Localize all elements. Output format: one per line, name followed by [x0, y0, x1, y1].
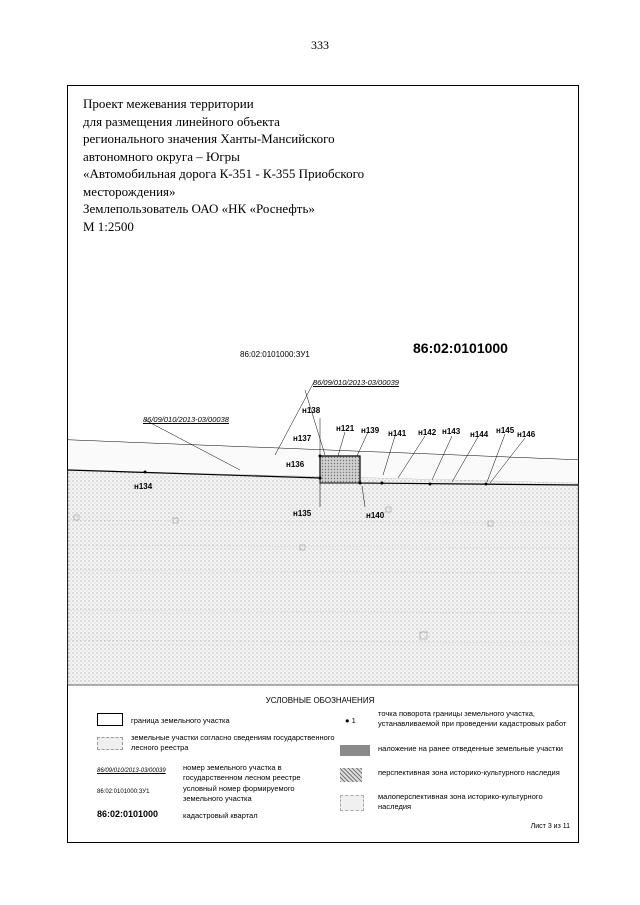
point-label: н121	[336, 424, 355, 433]
legend-text: граница земельного участка	[131, 716, 230, 725]
low-perspective-zone-sample	[340, 795, 364, 811]
title-line: Проект межевания территории	[83, 96, 254, 111]
point-label: н137	[293, 434, 312, 443]
point-label: н139	[361, 426, 380, 435]
forest-area	[68, 470, 578, 685]
title-line: автономного округа – Югры	[83, 148, 240, 164]
point-label: н146	[517, 430, 536, 439]
point-label: н134	[134, 482, 153, 491]
overlay-sample	[340, 745, 370, 756]
title-line: месторождения»	[83, 183, 176, 199]
legend-text: наложение на ранее отведенные земельные участки	[378, 744, 563, 753]
perspective-zone-sample	[340, 768, 362, 782]
point-label: н145	[496, 426, 515, 435]
parcel-number-sample: 86:02:0101000:ЗУ1	[97, 789, 150, 795]
quarter-sample: 86:02:0101000	[97, 809, 159, 819]
legend-text: номер земельного участка в государственном лесном реестре	[183, 763, 301, 782]
scale-line: М 1:2500	[83, 218, 134, 234]
point-label: н142	[418, 428, 437, 437]
forest-register-label: 86/09/010/2013-03/00038	[143, 415, 229, 424]
title-line: для размещения линейного объекта	[83, 113, 280, 129]
page-number: 333	[311, 38, 329, 52]
legend-text: условный номер формируемого земельного участка	[183, 784, 295, 803]
parcel-number-label: 86:02:0101000:ЗУ1	[240, 350, 310, 359]
cadastral-quarter-label: 86:02:0101000	[413, 340, 508, 356]
point-label: н138	[302, 406, 321, 415]
point-label: н141	[388, 429, 407, 438]
point-label: н143	[442, 427, 461, 436]
overlay-polygon	[320, 456, 360, 483]
title-line: Землепользователь ОАО «НК «Роснефть»	[83, 201, 315, 216]
forest-register-label: 86/09/010/2013-03/00039	[313, 378, 399, 387]
point-sample-number: 1	[351, 716, 356, 725]
forest-sample	[97, 737, 123, 750]
title-line: регионального значения Ханты-Мансийского	[83, 131, 335, 146]
boundary-sample	[97, 713, 123, 726]
legend-text: кадастровый квартал	[183, 811, 258, 820]
legend-text: точка поворота границы земельного участка, устанавливаемой при проведении кадастровых работ	[378, 709, 567, 728]
legend-text: малоперспективная зона историко-культурного наследия	[378, 792, 543, 811]
legend-text: земельные участки согласно сведениям государственного лесного реестра	[131, 733, 335, 752]
point-label: н140	[366, 511, 385, 520]
point-label: н136	[286, 460, 305, 469]
sheet-number: Лист 3 из 11	[530, 823, 570, 830]
legend-title: УСЛОВНЫЕ ОБОЗНАЧЕНИЯ	[265, 696, 375, 705]
title-line: «Автомобильная дорога К-351 - К-355 Приобского	[83, 166, 365, 181]
forest-number-sample: 86/09/010/2013-03/00039	[97, 768, 166, 774]
point-label: н135	[293, 509, 312, 518]
point-label: н144	[470, 430, 489, 439]
point-sample: ● 1	[345, 716, 356, 725]
legend-text: перспективная зона историко-культурного наследия	[378, 768, 560, 777]
